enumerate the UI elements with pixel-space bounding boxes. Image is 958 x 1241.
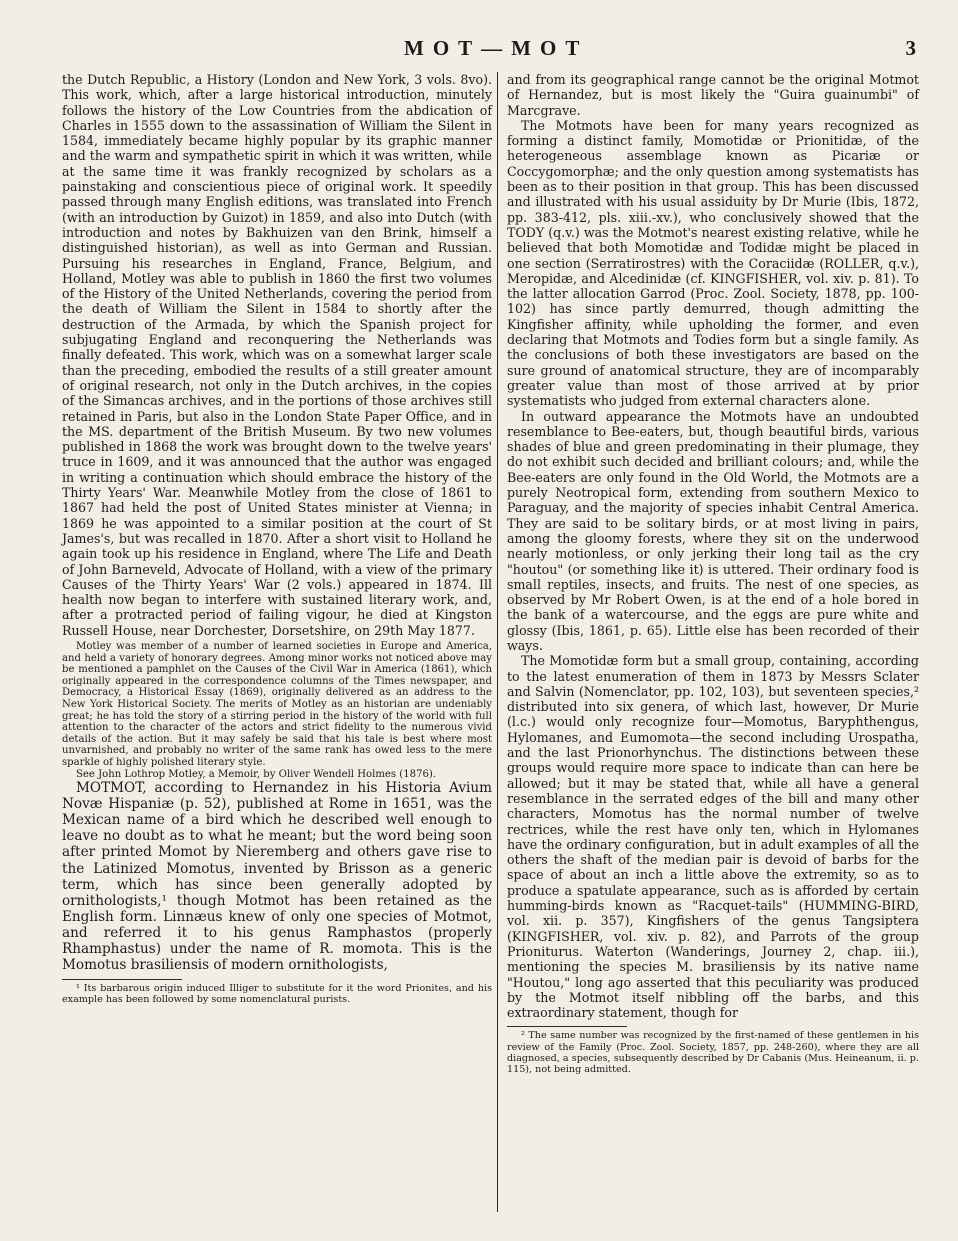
right-column (507, 72, 919, 1075)
bibliography-note: See John Lothrop Motley, a Memoir, by Oliver Wendell Holmes (1876). (76, 768, 437, 780)
body-paragraph: The Motmots have been for many years recognized as forming a distinct family, Momotidæ or Prionitidæ, of the heterogeneous assemblage known as Picariæ or Coccygomorphæ; and the only question among systematists has been as to their position in that group. This has been discussed and illustrated with his usual assiduity by Dr Murie (Ibis, 1872, pp. 383-412, pls. xiii.-xv.), who conclusively showed that the TODY (q.v.) was the Motmot's nearest existing relative, while he believed that both Momotidæ and Todidæ might be placed in one section (Serratirostres) with the Coraciidæ (ROLLER, q.v.), Meropidæ, and Alcedinidæ (cf. KINGFISHER, vol. xiv. p. 81). To the latter allocation Garrod (Proc. Zool. Society, 1878, pp. 100-102) has since partly demurred, though admitting the Kingfisher affinity, while upholding the former, and even declaring that Motmots and Todies form but a single family. As the conclusions of both these investigators are based on the sure ground of anatomical structure, they are of incomparably greater value than most of those arrived at by prior systematists who judged from external characters alone. (507, 117, 919, 409)
footnote-divider (507, 1026, 627, 1027)
small-print-paragraph: Motley was member of a number of learned societies in Europe and America, and held a variety of honorary degrees. Among minor works not noticed above may be mentioned a pamphlet on the Causes of the Civil War in America (1861), which originally appeared in the correspondence columns of the Times newspaper, and Democracy, a Historical Essay (1869), originally delivered as an address to the New York Historical Society. The merits of Motley as an historian are undeniably great; he has told the story of a stirring period in the history of the world with full attention to the character of the actors and strict fidelity to the numerous vivid details of the action. But it may safely be said that his tale is best where most unvarnished, and probably no writer of the same rank has owed less to the mere sparkle of highly polished literary style. (62, 640, 492, 768)
page-header (0, 36, 958, 66)
body-paragraph: The Momotidæ form but a small group, containing, according to the latest enumeration of them in 1873 by Messrs Sclater and Salvin (Nomenclator, pp. 102, 103), but seventeen species,² distributed into six genera, of which last, however, Dr Murie (l.c.) would only recognize four—Momotus, Baryphthengus, Hylomanes, and Eumomota—the second including Urospatha, and the last Prionorhynchus. The distinctions between these groups would require more space to indicate than can here be allowed; but it may be stated that, while all have a general resemblance in the serrated edges of the bill and many other characters, Momotus has the normal number of twelve rectrices, while the rest have only ten, which in Hylomanes have the ordinary configuration, but in adult examples of all the others the shaft of the median pair is devoid of barbs for the space of about an inch a little above the extremity, so as to produce a spatulate appearance, such as is afforded by certain humming-birds known as "Racquet-tails" (HUMMING-BIRD, vol. xii. p. 357), Kingfishers of the genus Tangsiptera (KINGFISHER, vol. xiv. p. 82), and Parrots of the group Prioniturus. Waterton (Wanderings, Journey 2, chap. iii.), mentioning the species M. brasiliensis by its native name "Houtou," long ago asserted that this peculiarity was produced by the Motmot itself nibbling off the barbs, and this extraordinary statement, though for (507, 653, 919, 1021)
column-divider (497, 72, 498, 1212)
article-start-paragraph: MOTMOT, according to Hernandez in his Historia Avium Novæ Hispaniæ (p. 52), published at Rome in 1651, was the Mexican name of a bird which he described well enough to leave no doubt as to what he meant; but the word being soon after printed Momot by Nieremberg and others gave rise to the Latinized Momotus, invented by Brisson as a generic term, which has since been generally adopted by ornithologists,¹ though Motmot has been retained as the English form. Linnæus knew of only one species of Motmot, and referred it to his genus Ramphastos (properly Rhamphastus) under the name of R. momota. This is the Momotus brasiliensis of modern ornithologists, (62, 780, 492, 974)
footnote: ¹ Its barbarous origin induced Illiger to substitute for it the word Prionites, and his example has been followed by some nomenclatural purists. (62, 983, 492, 1006)
body-paragraph: and from its geographical range cannot be the original Motmot of Hernandez, but is most likely the "Guira guainumbi" of Marcgrave. (507, 72, 919, 118)
running-title: MOT—MOT (404, 36, 589, 60)
page-number: 3 (905, 36, 916, 60)
left-column (62, 72, 492, 1006)
footnote: ² The same number was recognized by the first-named of these gentlemen in his review of the Family (Proc. Zool. Society, 1857, pp. 248-260), where they are all diagnosed, a species, subsequently described by Dr Cabanis (Mus. Heineanum, ii. p. 115), not being admitted. (507, 1030, 919, 1076)
body-paragraph: the Dutch Republic, a History (London and New York, 3 vols. 8vo). This work, which, after a large historical introduction, minutely follows the history of the Low Countries from the abdication of Charles in 1555 down to the assassination of William the Silent in 1584, immediately became highly popular by its graphic manner and the warm and sympathetic spirit in which it was written, while at the same time it was frankly recognized by scholars as a painstaking and conscientious piece of original work. It speedily passed through many English editions, was translated into French (with an introduction by Guizot) in 1859, and also into Dutch (with introduction and notes by Bakhuizen van den Brink, himself a distinguished historian), as well as into German and Russian. Pursuing his researches in England, France, Belgium, and Holland, Motley was able to publish in 1860 the first two volumes of the History of the United Netherlands, covering the period from the death of William the Silent in 1584 to shortly after the destruction of the Armada, by which the Spanish project for subjugating England and reconquering the Netherlands was finally defeated. This work, which was on a somewhat larger scale than the preceding, embodied the results of a still greater amount of original research, not only in the Dutch archives, in the copies of the Simancas archives, and in the portions of those archives still retained in Paris, but also in the London State Paper Office, and in the MS. department of the British Museum. By two new volumes published in 1868 the work was brought down to the twelve years' truce in 1609, and it was announced that the author was engaged in writing a continuation which should embrace the history of the Thirty Years' War. Meanwhile Motley from the close of 1861 to 1867 had held the post of United States minister at Vienna; in 1869 he was appointed to a similar position at the court of St James's, but was recalled in 1870. After a short visit to Holland he again took up his residence in England, where The Life and Death of John Barneveld, Advocate of Holland, with a view of the primary Causes of the Thirty Years' War (2 vols.) appeared in 1874. Ill health now began to interfere with sustained literary work, and, after a protracted period of failing vigour, he died at Kingston Russell House, near Dorchester, Dorsetshire, on 29th May 1877. (62, 72, 492, 638)
body-paragraph: In outward appearance the Motmots have an undoubted resemblance to Bee-eaters, but, though beautiful birds, various shades of blue and green predominating in their plumage, they do not exhibit such decided and brilliant colours; and, while the Bee-eaters are only found in the Old World, the Motmots are a purely Neotropical form, extending from southern Mexico to Paraguay, and the majority of species inhabit Central America. They are said to be solitary birds, or at most living in pairs, among the gloomy forests, where they sit on the underwood nearly motionless, or only jerking their long tail as the cry "houtou" (or something like it) is uttered. Their ordinary food is small reptiles, insects, and fruits. The nest of one species, as observed by Mr Robert Owen, is at the end of a hole bored in the bank of a watercourse, and the eggs are pure white and glossy (Ibis, 1861, p. 65). Little else has been recorded of their ways. (507, 408, 919, 653)
footnote-divider (62, 979, 182, 980)
